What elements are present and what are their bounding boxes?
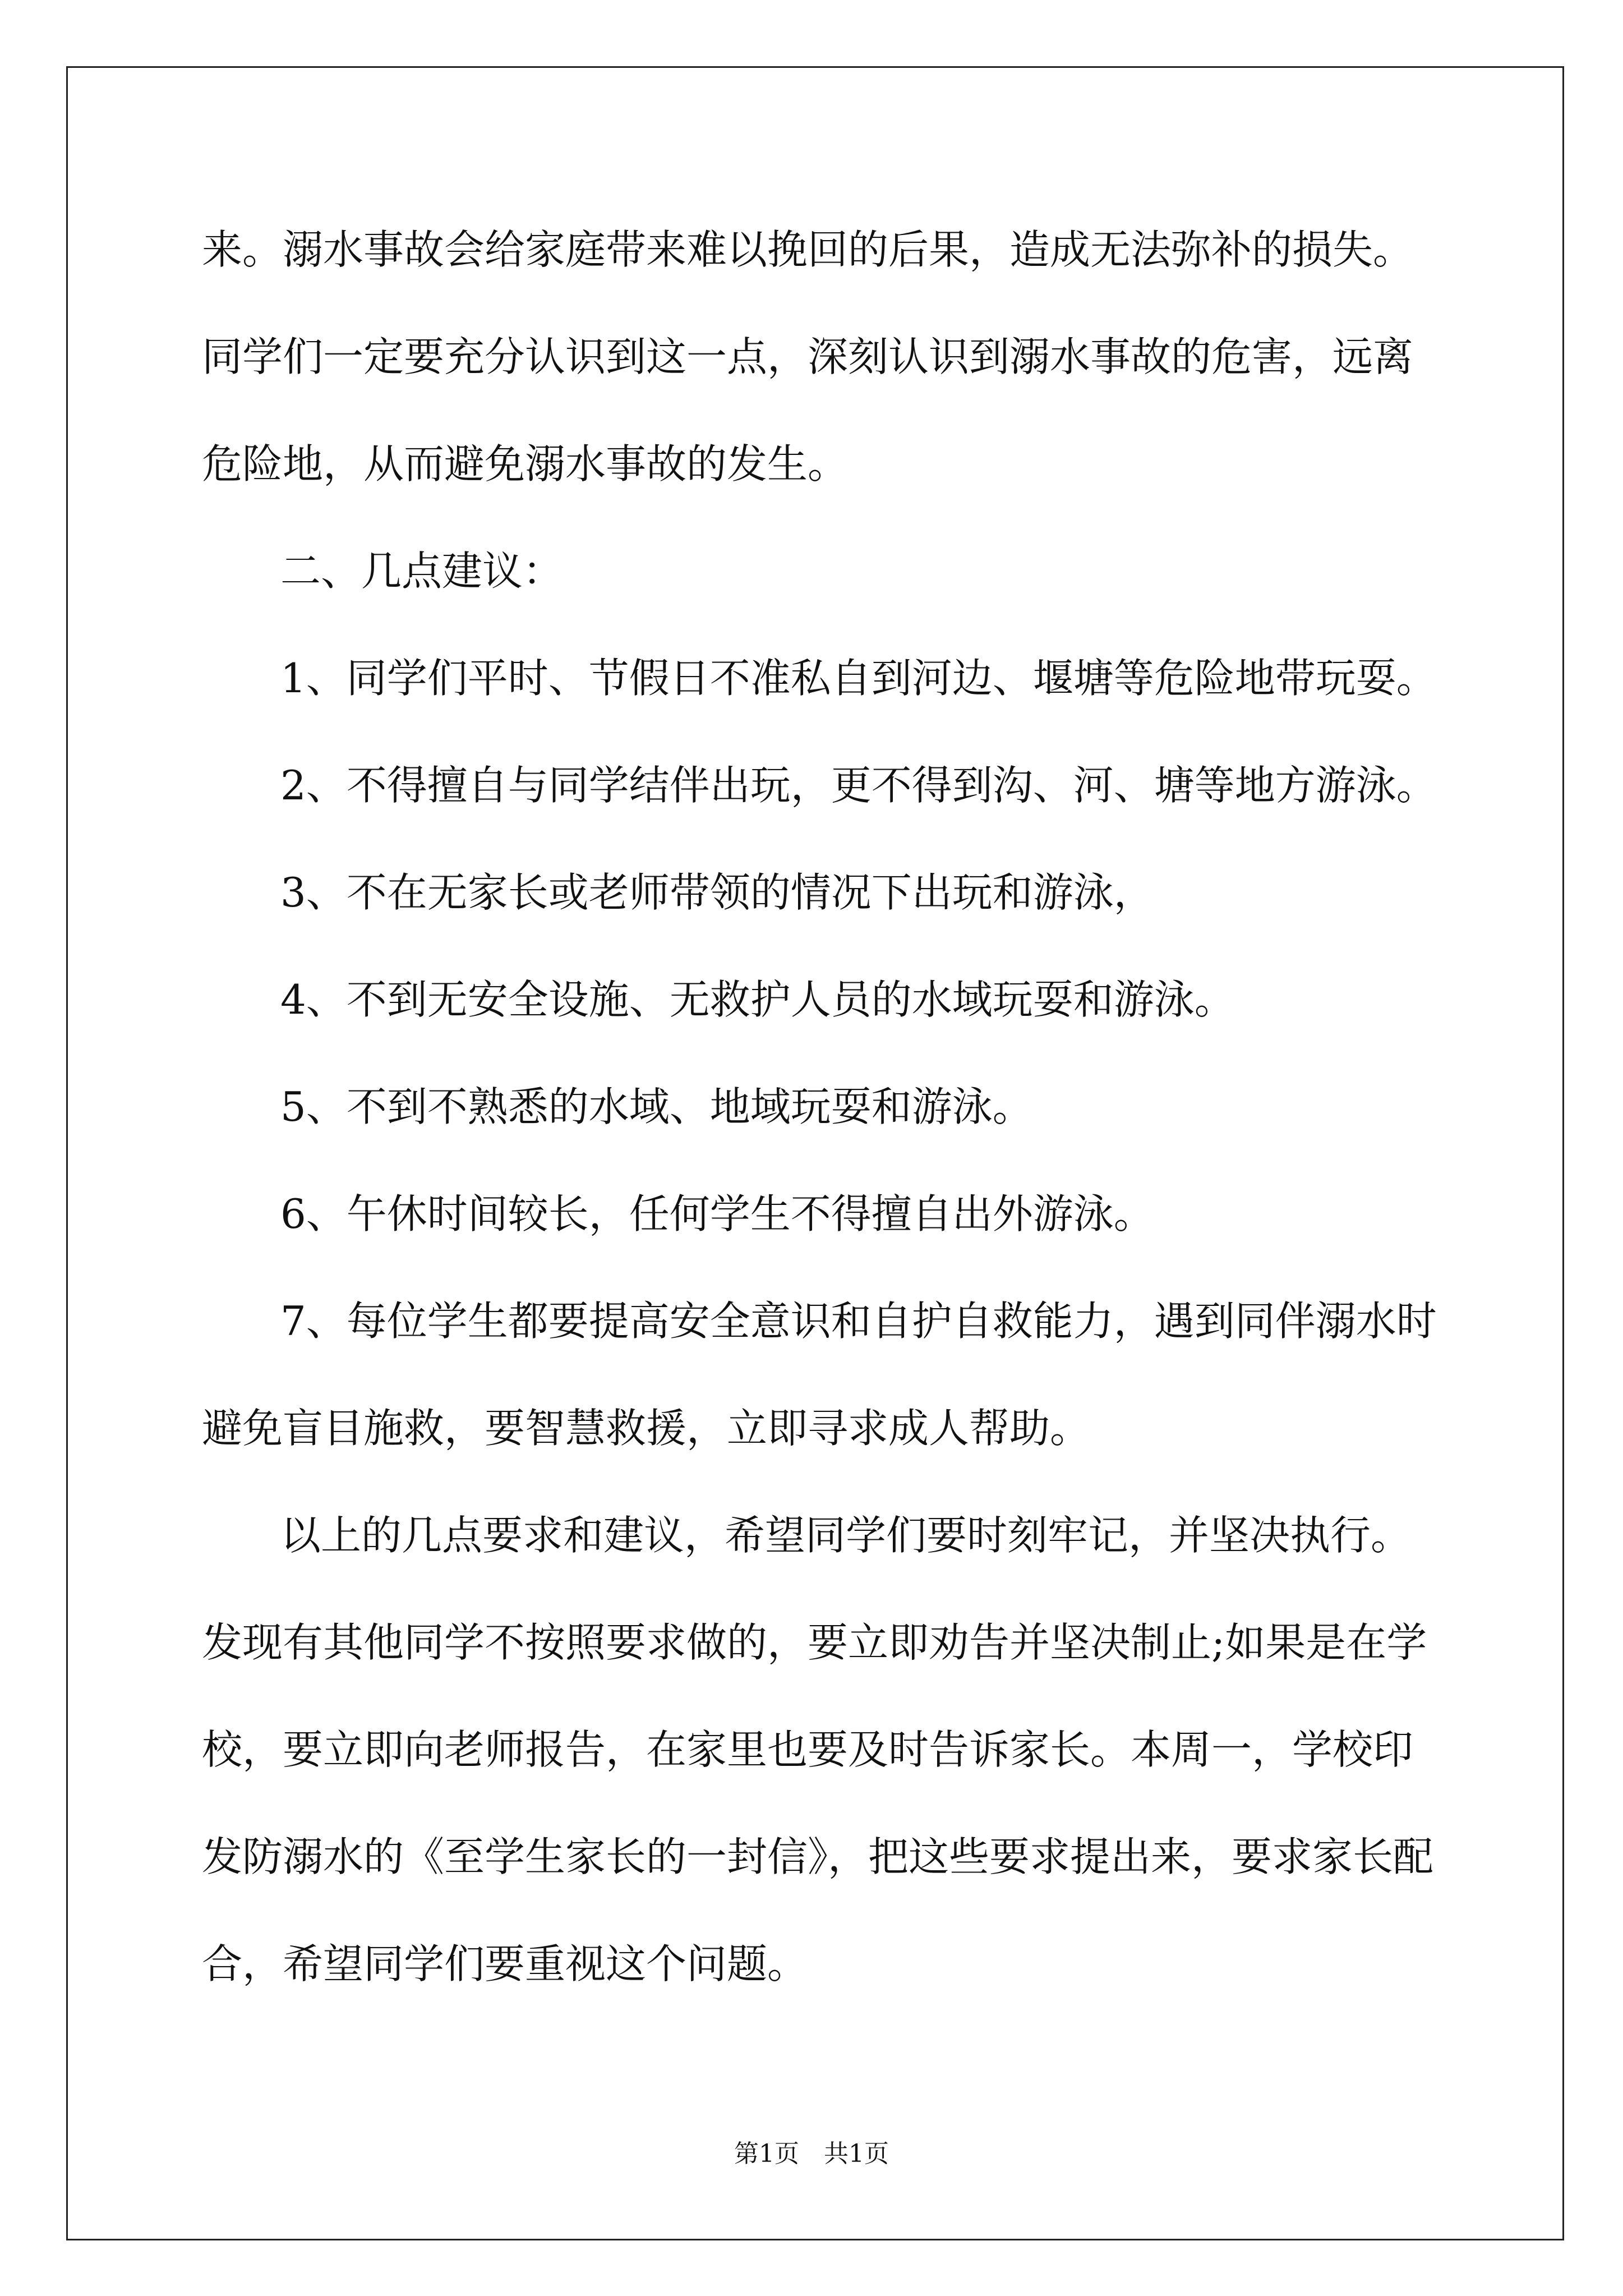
document-body [202,196,1537,2018]
text-line: 7、每位学生都要提高安全意识和自护自救能力，遇到同伴溺水时 [280,1297,1437,1345]
paragraph [202,1161,1537,1268]
text-line: 来。溺水事故会给家庭带来难以挽回的后果，造成无法弥补的损失。 [202,226,1414,273]
text-line: 6、午休时间较长，任何学生不得擅自出外游泳。 [280,1190,1154,1237]
paragraph [202,1268,1537,1482]
paragraph [202,518,1537,625]
paragraph [202,946,1537,1053]
text-line: 2、不得擅自与同学结伴出玩，更不得到沟、河、塘等地方游泳。 [280,762,1437,809]
paragraph [202,839,1537,946]
paragraph [202,732,1537,839]
text-line: 二、几点建议： [280,547,564,595]
text-line: 1、同学们平时、节假日不准私自到河边、堰塘等危险地带玩耍。 [280,655,1437,702]
text-line: 以上的几点要求和建议，希望同学们要时刻牢记，并坚决执行。 [280,1512,1412,1559]
text-line: 5、不到不熟悉的水域、地域玩耍和游泳。 [280,1083,1033,1130]
paragraph [202,1482,1537,2018]
paragraph [202,625,1537,732]
paragraph [202,196,1537,518]
text-line: 3、不在无家长或老师带领的情况下出玩和游泳， [280,869,1154,916]
text-line: 同学们一定要充分认识到这一点，深刻认识到溺水事故的危害，远离 [202,333,1414,380]
text-line: 合，希望同学们要重视这个问题。 [202,1940,808,1987]
text-line: 发防溺水的《至学生家长的一封信》，把这些要求提出来，要求家长配 [202,1833,1434,1880]
page-number-footer: 第1页 共1页 [734,2139,889,2168]
text-line: 危险地，从而避免溺水事故的发生。 [202,440,849,487]
text-line: 校，要立即向老师报告，在家里也要及时告诉家长。本周一，学校印 [202,1726,1414,1773]
text-line: 发现有其他同学不按照要求做的，要立即劝告并坚决制止;如果是在学 [202,1619,1427,1666]
text-line: 避免盲目施救，要智慧救援，立即寻求成人帮助。 [202,1405,1091,1452]
text-line: 4、不到无安全设施、无救护人员的水域玩耍和游泳。 [280,976,1235,1023]
paragraph [202,1053,1537,1161]
